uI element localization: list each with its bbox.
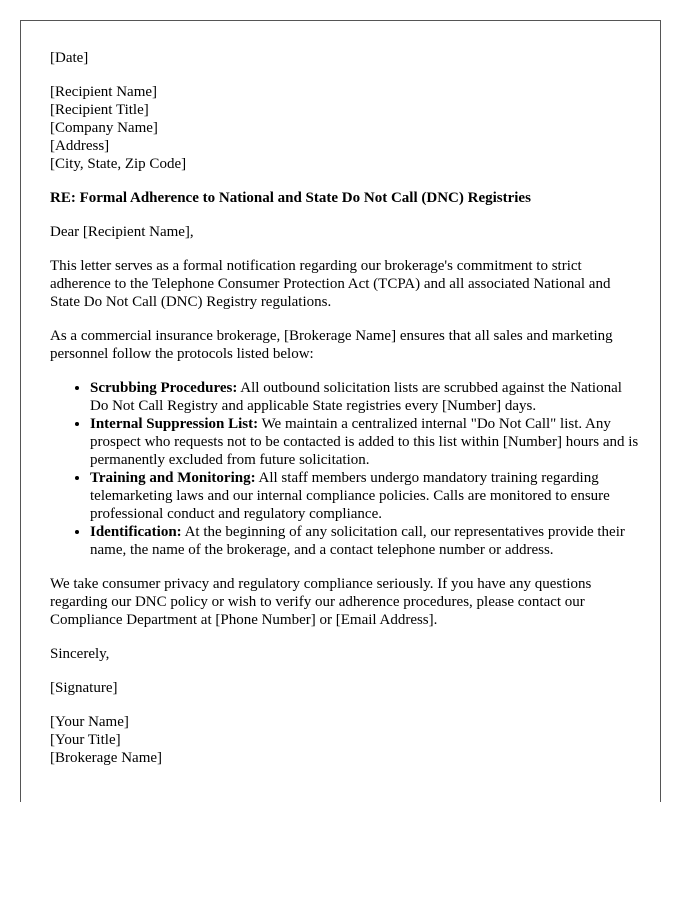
protocol-description: We maintain a centralized internal "Do Not Call" list. Any prospect who requests not to be contacted is added to this list within [Number] hours and is permanently excluded from future solicitation.	[90, 416, 639, 468]
sender-name: [Your Name]	[50, 714, 129, 730]
list-item	[90, 469, 640, 523]
letter-body	[50, 49, 640, 783]
intro-paragraph: This letter serves as a formal notification regarding our brokerage's commitment to strict adherence to the Telephone Consumer Protection Act (TCPA) and all associated National and State Do Not Call (DNC) Registry regulations.	[50, 258, 611, 310]
sign-off: Sincerely,	[50, 646, 110, 662]
sender-block	[50, 713, 640, 767]
recipient-name: [Recipient Name]	[50, 84, 158, 100]
recipient-title: [Recipient Title]	[50, 102, 149, 118]
protocol-description: At the beginning of any solicitation call, our representatives provide their name, the name of the brokerage, and a contact telephone number or address.	[90, 524, 625, 558]
recipient-address: [Address]	[50, 138, 110, 154]
list-item	[90, 415, 640, 469]
sender-title: [Your Title]	[50, 732, 121, 748]
sender-brokerage: [Brokerage Name]	[50, 750, 163, 766]
subject-line: RE: Formal Adherence to National and State Do Not Call (DNC) Registries	[50, 190, 531, 206]
salutation: Dear [Recipient Name],	[50, 224, 194, 240]
letter-date: [Date]	[50, 50, 89, 66]
list-item	[90, 523, 640, 559]
letter-page	[20, 20, 661, 802]
protocol-description: All outbound solicitation lists are scrubbed against the National Do Not Call Registry and applicable State registries every [Number] days.	[90, 380, 622, 414]
protocol-intro-paragraph: As a commercial insurance brokerage, [Brokerage Name] ensures that all sales and marketing personnel follow the protocols listed below:	[50, 328, 613, 362]
protocol-term: Identification:	[90, 524, 182, 540]
protocol-term: Training and Monitoring:	[90, 470, 256, 486]
recipient-company: [Company Name]	[50, 120, 158, 136]
protocol-term: Internal Suppression List:	[90, 416, 259, 432]
recipient-address-block	[50, 83, 640, 173]
protocol-list	[50, 379, 640, 559]
closing-paragraph: We take consumer privacy and regulatory compliance seriously. If you have any questions regarding our DNC policy or wish to verify our adherence procedures, please contact our Compliance Department at [Phone Number] or [Email Address].	[50, 576, 592, 628]
protocol-term: Scrubbing Procedures:	[90, 380, 238, 396]
protocol-description: All staff members undergo mandatory training regarding telemarketing laws and our internal compliance policies. Calls are monitored to ensure professional conduct and regulatory compliance.	[90, 470, 610, 522]
signature-placeholder: [Signature]	[50, 680, 118, 696]
recipient-city-state-zip: [City, State, Zip Code]	[50, 156, 187, 172]
list-item	[90, 379, 640, 415]
